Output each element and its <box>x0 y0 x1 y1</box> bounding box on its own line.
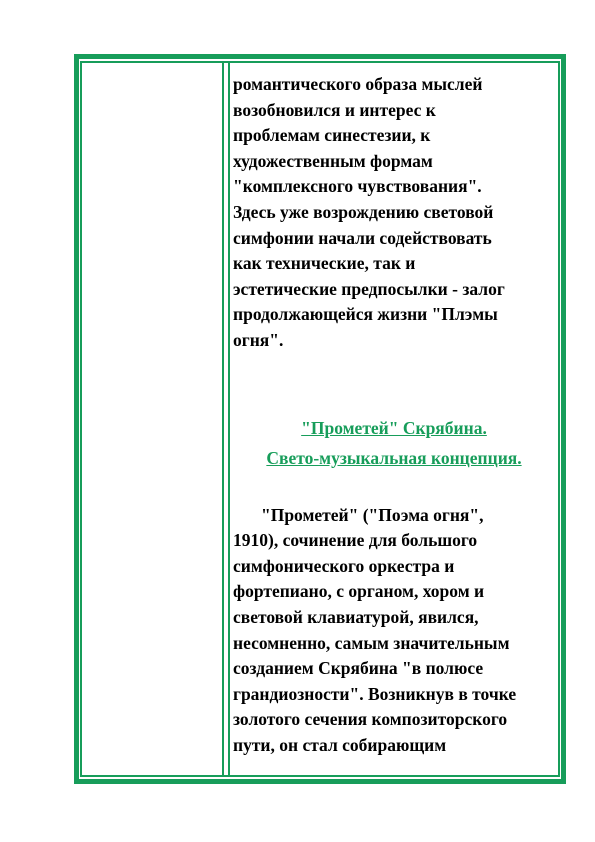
text-line: 1910), сочинение для большого <box>233 530 478 551</box>
text-line: художественным формам <box>233 150 433 171</box>
text-line: "комплексного чувствования". <box>233 176 482 197</box>
text-line: несомненно, самым значительным <box>233 632 510 653</box>
section-heading-line-1: "Прометей" Скрябина. <box>301 417 487 438</box>
section-heading-line-2: Свето-музыкальная концепция. <box>266 447 522 468</box>
text-line: грандиозности". Возникнув в точке <box>233 683 517 704</box>
text-line: продолжающейся жизни "Плэмы <box>233 304 498 325</box>
left-column-empty <box>82 63 222 775</box>
column-divider <box>222 61 230 777</box>
text-line: как технические, так и <box>233 253 416 274</box>
text-line: золотого сечения композиторского <box>233 709 508 730</box>
text-line: огня". <box>233 329 284 350</box>
text-line: фортепиано, с органом, хором и <box>233 581 485 602</box>
text-line: возобновился и интерес к <box>233 99 436 120</box>
text-line: Здесь уже возрождению световой <box>233 201 494 222</box>
text-line: созданием Скрябина "в полюсе <box>233 658 484 679</box>
text-line: романтического образа мыслей <box>233 74 483 94</box>
text-line: "Прометей" ("Поэма огня", <box>261 504 484 525</box>
paragraph-romantic-synesthesia <box>233 72 555 354</box>
text-line: световой клавиатурой, явился, <box>233 606 479 627</box>
paragraph-prometheus <box>233 503 555 759</box>
text-line: пути, он стал собирающим <box>233 734 447 755</box>
text-column <box>233 72 555 758</box>
text-line: проблемам синестезии, к <box>233 125 431 146</box>
text-line: симфонии начали содействовать <box>233 227 492 248</box>
text-line: эстетические предпосылки - залог <box>233 278 505 299</box>
spacer <box>233 354 555 413</box>
text-line: симфонического оркестра и <box>233 555 455 576</box>
spacer <box>233 473 555 503</box>
